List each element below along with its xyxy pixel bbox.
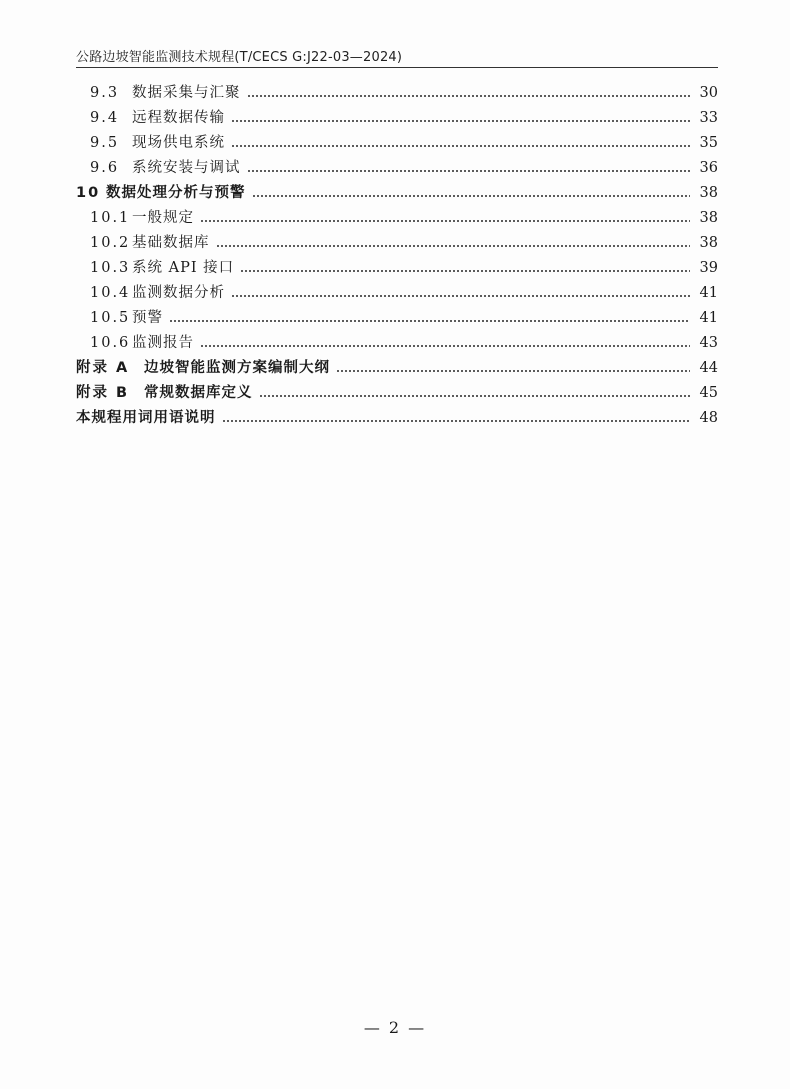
running-header: 公路边坡智能监测技术规程(T/CECS G:J22-03—2024) — [76, 50, 403, 65]
toc-entry-title: 数据采集与汇聚 — [132, 85, 241, 101]
toc-entry-page: 36 — [699, 160, 718, 176]
toc-entry-number: 10 — [76, 185, 101, 201]
dot-leader — [247, 95, 691, 97]
header-rule — [76, 67, 718, 68]
toc-entry-title: 基础数据库 — [132, 235, 210, 251]
dot-leader — [231, 145, 690, 147]
toc-entry-title: 监测报告 — [132, 335, 194, 351]
toc-entry-number: 10.5 — [90, 310, 131, 326]
toc-entry[interactable] — [90, 332, 718, 354]
dot-leader — [222, 420, 691, 422]
dot-leader — [240, 270, 690, 272]
toc-entry-page: 48 — [699, 410, 718, 426]
toc-entry-number: 10.6 — [90, 335, 131, 351]
toc-entry-number: 附录 A — [76, 360, 130, 376]
dot-leader — [169, 320, 690, 322]
dot-leader — [252, 195, 691, 197]
dot-leader — [216, 245, 691, 247]
toc-entry-number: 9.6 — [90, 160, 120, 176]
toc-entry-title: 系统 API 接口 — [132, 260, 235, 276]
toc-entry[interactable] — [90, 257, 718, 279]
toc-entry-page: 45 — [699, 385, 718, 401]
toc-entry-page: 33 — [699, 110, 718, 126]
toc-entry-title: 本规程用词用语说明 — [76, 410, 216, 426]
toc-entry[interactable] — [90, 282, 718, 304]
toc-entry-number: 10.4 — [90, 285, 131, 301]
toc-entry-title: 常规数据库定义 — [144, 385, 253, 401]
toc-terms-entry[interactable] — [76, 407, 718, 429]
toc-entry[interactable] — [90, 107, 718, 129]
toc-entry-number: 9.4 — [90, 110, 120, 126]
toc-entry-page: 41 — [699, 285, 718, 301]
toc-entry-title: 边坡智能监测方案编制大纲 — [144, 360, 330, 376]
toc-entry-page: 35 — [699, 135, 718, 151]
toc-entry-page: 44 — [699, 360, 718, 376]
toc-appendix-entry[interactable] — [76, 357, 718, 379]
toc-chapter-entry[interactable] — [76, 182, 718, 204]
toc-entry-page: 43 — [699, 335, 718, 351]
toc-entry[interactable] — [90, 157, 718, 179]
dot-leader — [231, 295, 690, 297]
toc-entry-title: 现场供电系统 — [132, 135, 225, 151]
toc-entry-number: 附录 B — [76, 385, 130, 401]
toc-entry[interactable] — [90, 207, 718, 229]
toc-entry-page: 38 — [699, 185, 718, 201]
toc-entry-page: 38 — [699, 210, 718, 226]
toc-entry-title: 系统安装与调试 — [132, 160, 241, 176]
toc-entry[interactable] — [90, 307, 718, 329]
dot-leader — [259, 395, 691, 397]
toc-entry-number: 9.5 — [90, 135, 120, 151]
dot-leader — [231, 120, 690, 122]
toc-entry-title: 数据处理分析与预警 — [106, 185, 246, 201]
toc-entry[interactable] — [90, 232, 718, 254]
toc-entry-number: 10.1 — [90, 210, 131, 226]
toc-entry-page: 30 — [699, 85, 718, 101]
dot-leader — [336, 370, 690, 372]
page-number: — 2 — — [363, 1018, 427, 1037]
toc-entry-title: 监测数据分析 — [132, 285, 225, 301]
toc-entry-number: 9.3 — [90, 85, 120, 101]
toc-entry-page: 41 — [699, 310, 718, 326]
dot-leader — [200, 220, 690, 222]
toc-entry-title: 远程数据传输 — [132, 110, 225, 126]
toc-appendix-entry[interactable] — [76, 382, 718, 404]
toc-entry[interactable] — [90, 132, 718, 154]
toc-entry-number: 10.3 — [90, 260, 131, 276]
dot-leader — [247, 170, 691, 172]
dot-leader — [200, 345, 690, 347]
toc-entry-title: 一般规定 — [132, 210, 194, 226]
toc-entry-title: 预警 — [132, 310, 163, 326]
toc-entry-number: 10.2 — [90, 235, 131, 251]
toc-entry[interactable] — [90, 82, 718, 104]
toc-entry-page: 38 — [699, 235, 718, 251]
toc-entry-page: 39 — [699, 260, 718, 276]
